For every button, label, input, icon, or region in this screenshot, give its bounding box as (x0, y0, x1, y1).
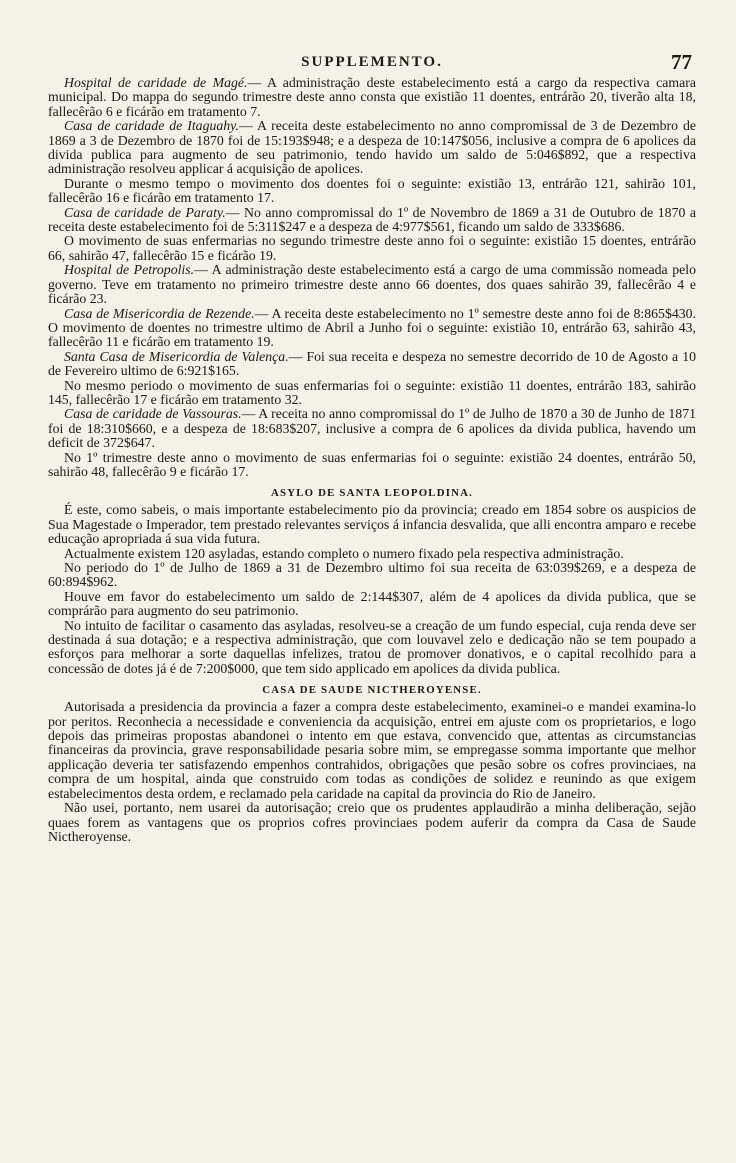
paragraph-itaguahy-movement (48, 177, 696, 206)
paragraph-rezende (48, 307, 696, 350)
running-title: SUPPLEMENTO. (301, 54, 443, 70)
paragraph-text: — A administração deste estabelecimento está a cargo de uma commissão nomeada pelo governo. Teve em tratamento no primeiro trimestre deste anno 66 doentes, dos quaes sahirão 39, fallecêrão 4 e ficárão 23. (48, 262, 696, 307)
paragraph-lead: Casa de caridade de Paraty. (64, 204, 226, 220)
paragraph-text: — A administração deste estabelecimento está a cargo da respectiva camara municipal. Do mappa do segundo trimestre deste anno consta que existião 11 doentes, entrárão 20, tiverão alta 18, fallecêrão 6 e ficárão em tratamento 7. (48, 75, 696, 119)
paragraph-petropolis (48, 263, 696, 306)
paragraph-lead: Casa de Misericordia de Rezende. (64, 305, 255, 321)
asylo-section (48, 503, 696, 676)
paragraph: No intuito de facilitar o casamento das asyladas, resolveu-se a creação de um fundo especial, cuja renda deve ser destinada á sua dotação; e a respectiva administração, que com louvavel zelo e dedicação não se tem poupado a esforços para melhorar a sorte daquellas infelizes, tratou de promover donativos, e o capital recolhido para a concessão de dotes já é de 7:200$000, que tem sido applicado em apolices da divida publica. (48, 617, 696, 676)
paragraph: No periodo do 1º de Julho de 1869 a 31 de Dezembro ultimo foi sua receita de 63:039$269, e a despeza de 60:894$962. (48, 560, 696, 590)
paragraph: É este, como sabeis, o mais importante estabelecimento pio da provincia; creado em 1854 sobre os auspicios de Sua Magestade o Imperador, tem prestado relevantes serviços á infancia desvalida, que alli encontra amparo e recebe educação apropriada á sua vida futura. (48, 502, 696, 547)
paragraph-mage (48, 76, 696, 119)
hospitals-section (48, 76, 696, 479)
paragraph-text: — A receita no anno compromissal do 1º de Julho de 1870 a 30 de Junho de 1871 foi de 18:310$660, e a despeza de 18:683$207, inclusive a compra de 6 apolices da divida publica, havendo um deficit de 372$647. (48, 406, 697, 451)
section-heading-casa-saude: CASA DE SAUDE NICTHEROYENSE. (262, 684, 482, 697)
paragraph-lead: Hospital de caridade de Magé. (64, 75, 248, 90)
paragraph-text: — Foi sua receita e despeza no semestre decorrido de 10 de Agosto a 10 de Fevereiro ultimo de 6:921$165. (48, 348, 696, 379)
paragraph-valenca-movement (48, 379, 696, 408)
paragraph-vassouras-movement (48, 451, 696, 480)
paragraph-text: No 1º trimestre deste anno o movimento de suas enfermarias foi o seguinte: existião 24 doentes, entrárão 50, sahirão 48, fallecêrão 9 e ficárão 17. (48, 449, 696, 479)
paragraph-itaguahy (48, 119, 696, 177)
paragraph-lead: Casa de caridade de Vassouras. (64, 406, 242, 422)
paragraph-text: No mesmo periodo o movimento de suas enfermarias foi o seguinte: existião 11 doentes, entrárão 183, sahirão 145, fallecêrão 17 e ficárão em tratamento 32. (48, 377, 696, 407)
paragraph-lead: Santa Casa de Misericordia de Valença. (64, 348, 289, 364)
page-header (48, 48, 696, 76)
paragraph-vassouras (48, 407, 696, 450)
paragraph-text: — No anno compromissal do 1º de Novembro de 1869 a 31 de Outubro de 1870 a receita deste estabelecimento foi de 5:311$247 e a despeza de 4:977$561, ficando um saldo de 333$686. (48, 204, 697, 235)
page-number: 77 (671, 50, 692, 74)
paragraph-text: O movimento de suas enfermarias no segundo trimestre deste anno foi o seguinte: existião 15 doentes, entrárão 66, sahirão 47, fallecêrão 15 e ficárão 19. (48, 233, 696, 263)
paragraph: Actualmente existem 120 asyladas, estando completo o numero fixado pela respectiva administração. (64, 545, 624, 561)
paragraph-text: — A receita deste estabelecimento no anno compromissal de 3 de Dezembro de 1869 a 3 de Dezembro de 1870 foi de 15:193$948; e a despeza de 10:147$056, inclusive a compra de 6 apolices da divida publica para augmento de seu patrimonio, tendo havido um saldo de 5:046$892, que a respectiva administração resolveu applicar á acquisição de apolices. (48, 118, 696, 177)
paragraph-paraty (48, 206, 696, 235)
paragraph: Não usei, portanto, nem usarei da autorisação; creio que os prudentes applaudirão a minha deliberação, sejão quaes forem as vantagens que os proprios cofres provinciaes podem auferir da compra da Casa de Saude Nictheroyense. (48, 800, 696, 844)
paragraph-lead: Hospital de Petropolis. (64, 262, 195, 278)
paragraph-text: Durante o mesmo tempo o movimento dos doentes foi o seguinte: existião 13, entrárão 121, sahirão 101, fallecêrão 16 e ficárão em tratamento 17. (48, 175, 696, 206)
paragraph-text: — A receita deste estabelecimento no 1º semestre deste anno foi de 8:865$430. O movimento de doentes no trimestre ultimo de Abril a Junho foi o seguinte: existião 10, entrárão 63, sahirão 43, fallecêrão 11 e ficárão em tratamento 19. (48, 305, 696, 350)
paragraph-lead: Casa de caridade de Itaguahy. (64, 118, 239, 134)
paragraph: Autorisada a presidencia da provincia a fazer a compra deste estabelecimento, examinei-o e mandei examina-lo por peritos. Reconhecia a necessidade e conveniencia da acquisição, entrei em ajuste com os proprietarios, e logo depois das primeiras propostas abandonei o intento em que estava, convencido que, attentas as circumstancias financeiras da provincia, grave responsabilidade pesaria sobre mim, se empregasse somma importante que melhor applicação deveria ter satisfazendo empenhos contrahidos, obrigações que pesão sobre os cofres provinciaes, na compra de um hospital, ainda que construido com todas as condições de solidez e reunindo as que exigem estabelecimentos desta ordem, e reclamado pela caridade na capital da provincia do Rio de Janeiro. (48, 699, 696, 801)
paragraph: Houve em favor do estabelecimento um saldo de 2:144$307, além de 4 apolices da divida publica, que se comprárão para augmento do seu patrimonio. (48, 588, 696, 619)
section-heading-asylo: ASYLO DE SANTA LEOPOLDINA. (271, 487, 473, 500)
casa-saude-section (48, 700, 696, 844)
paragraph-paraty-movement (48, 234, 696, 263)
paragraph-valenca (48, 350, 696, 379)
